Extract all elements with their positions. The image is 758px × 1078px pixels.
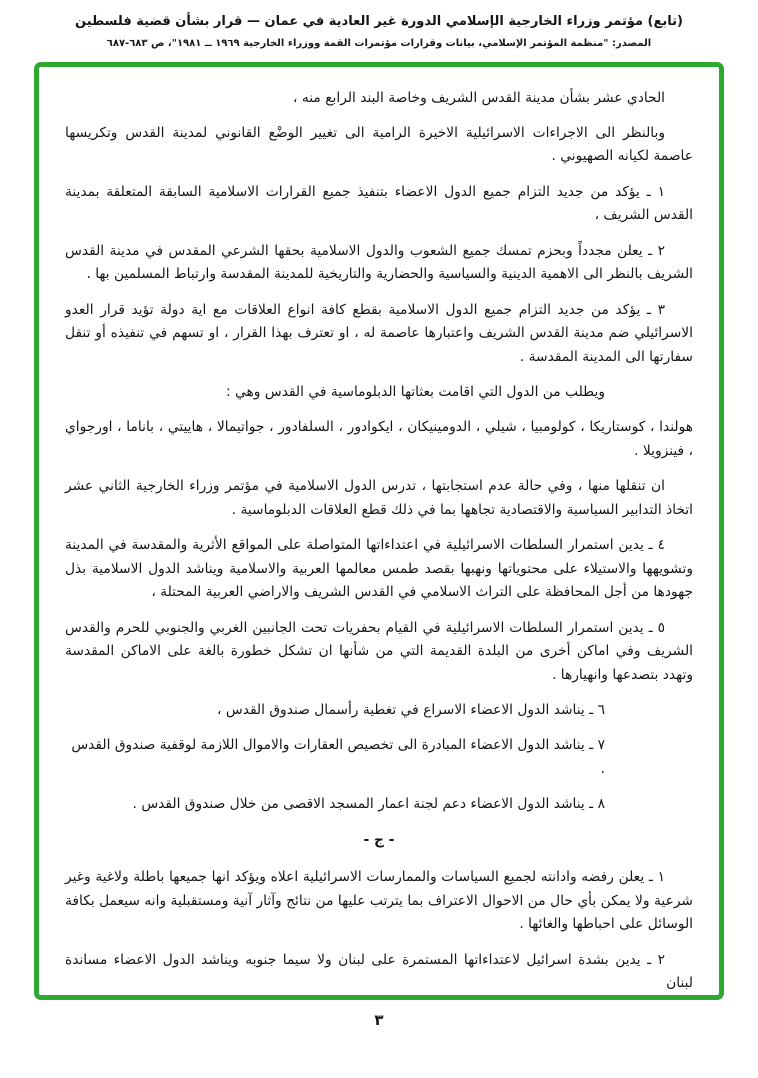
paragraph-intro-clause: الحادي عشر بشأن مدينة القدس الشريف وخاصة البند الرابع منه ، (293, 89, 665, 106)
paragraph-item-5: ٥ ـ يدين استمرار السلطات الاسرائيلية في القيام بحفريات تحت الجانبين الغربي والجنوبي للحرم والقدس الشريف وفي اماكن أخرى من البلدة القديمة التي من شأنها ان تشكل خطورة بالغة على الاماكن المقدسة وتهدد بتصدعها وانهيارها . (65, 619, 693, 683)
page-title: (تابع) مؤتمر وزراء الخارجية الإسلامي الدورة غير العادية في عمان — قرار بشأن قضية فلسطين (75, 14, 683, 29)
paragraph-relocation-clause: ان تنقلها منها ، وفي حالة عدم استجابتها ، تدرس الدول الاسلامية في مؤتمر وزراء الخارجية الثاني عشر اتخاذ التدابير السياسية والاقتصادية تجاهها بما في ذلك قطع العلاقات الدبلوماسية . (65, 478, 693, 518)
paragraph-country-list: هولندا ، كوستاريكا ، كولومبيا ، شيلي ، الدومينيكان ، ايكوادور ، السلفادور ، جواتيمالا ، هاييتي ، باناما ، اورجواي ، فينزويلا . (65, 419, 693, 459)
document-footer (0, 1011, 758, 1029)
paragraph-preamble: وبالنظر الى الاجراءات الاسرائيلية الاخيرة الرامية الى تغيير الوضْع القانوني لمدينة القدس وتكريسها عاصمة لكيانه الصهيوني . (65, 124, 693, 165)
paragraph-item-7: ٧ ـ يناشد الدول الاعضاء المبادرة الى تخصيص العقارات والاموال اللازمة لوقفية صندوق القدس . (71, 737, 605, 777)
section-heading-jeem: - ج - (363, 831, 395, 848)
paragraph-item-3: ٣ ـ يؤكد من جديد التزام جميع الدول الاسلامية بقطع كافة انواع العلاقات مع اية دولة تؤيد قرار العدو الاسرائيلي ضم مدينة القدس الشريف واعتبارها عاصمة له ، او تعترف بهذا القرار ، او تسهم في تنفيذه أو تنقل سفارتها الى المدينة المقدسة . (65, 301, 693, 365)
paragraph-item-4: ٤ ـ يدين استمرار السلطات الاسرائيلية في اعتداءاتها المتواصلة على المواقع الأثرية والمقدسة في المدينة وتشويهها والاستيلاء على محتوياتها ونهبها بقصد طمس معالمها العربية والاسلامية ويناشد الدول الاسلامية بذل جهودها من أجل المحافظة على التراث الاسلامي في القدس الشريف والاراضي العربية المحتلة ، (65, 537, 693, 601)
paragraph-section-c-item-1: ١ ـ يعلن رفضه وادانته لجميع السياسات والممارسات الاسرائيلية اعلاه ويؤكد انها جميعها باطلة ولاغية وغير شرعية ولا يمكن بأي حال من الاحوال الاعتراف بما يترتب عليها من نتائج وآثار آنية ومستقبلية وانه سيعمل بكافة الوسائل على احباطها والغائها . (65, 869, 693, 933)
content-frame (34, 62, 724, 1000)
document-header (0, 10, 758, 49)
paragraph-item-6: ٦ ـ يناشد الدول الاعضاء الاسراع في تغطية رأسمال صندوق القدس ، (217, 702, 605, 719)
source-citation-line: المصدر: "منظمة المؤتمر الإسلامي، بيانات وقرارات مؤتمرات القمة ووزراء الخارجية ١٩٦٩ ــ ١٩٨١"، ص ٦٨٣-٦٨٧ (106, 37, 652, 49)
paragraph-section-c-item-2: ٢ ـ يدين بشدة اسرائيل لاعتداءاتها المستمرة على لبنان ولا سيما جنوبه ويناشد الدول الاعضاء مساندة لبنان (65, 951, 693, 992)
paragraph-item-2: ٢ ـ يعلن مجدداً وبحزم تمسك جميع الشعوب والدول الاسلامية بحقها الشرعي المقدس في مدينة القدس الشريف بالنظر الى الاهمية الدينية والسياسية والحضارية والتاريخية للمدينة المقدسة وارتباط المسلمين بها . (65, 242, 693, 283)
paragraph-item-1: ١ ـ يؤكد من جديد التزام جميع الدول الاعضاء بتنفيذ جميع القرارات الاسلامية السابقة المتعلقة بمدينة القدس الشريف ، (65, 183, 693, 224)
page-number: ٣ (374, 1010, 384, 1029)
paragraph-item-8: ٨ ـ يناشد الدول الاعضاء دعم لجنة اعمار المسجد الاقصى من خلال صندوق القدس . (132, 796, 605, 813)
paragraph-request-clause: ويطلب من الدول التي اقامت بعثاتها الدبلوماسية في القدس وهي : (226, 384, 605, 401)
